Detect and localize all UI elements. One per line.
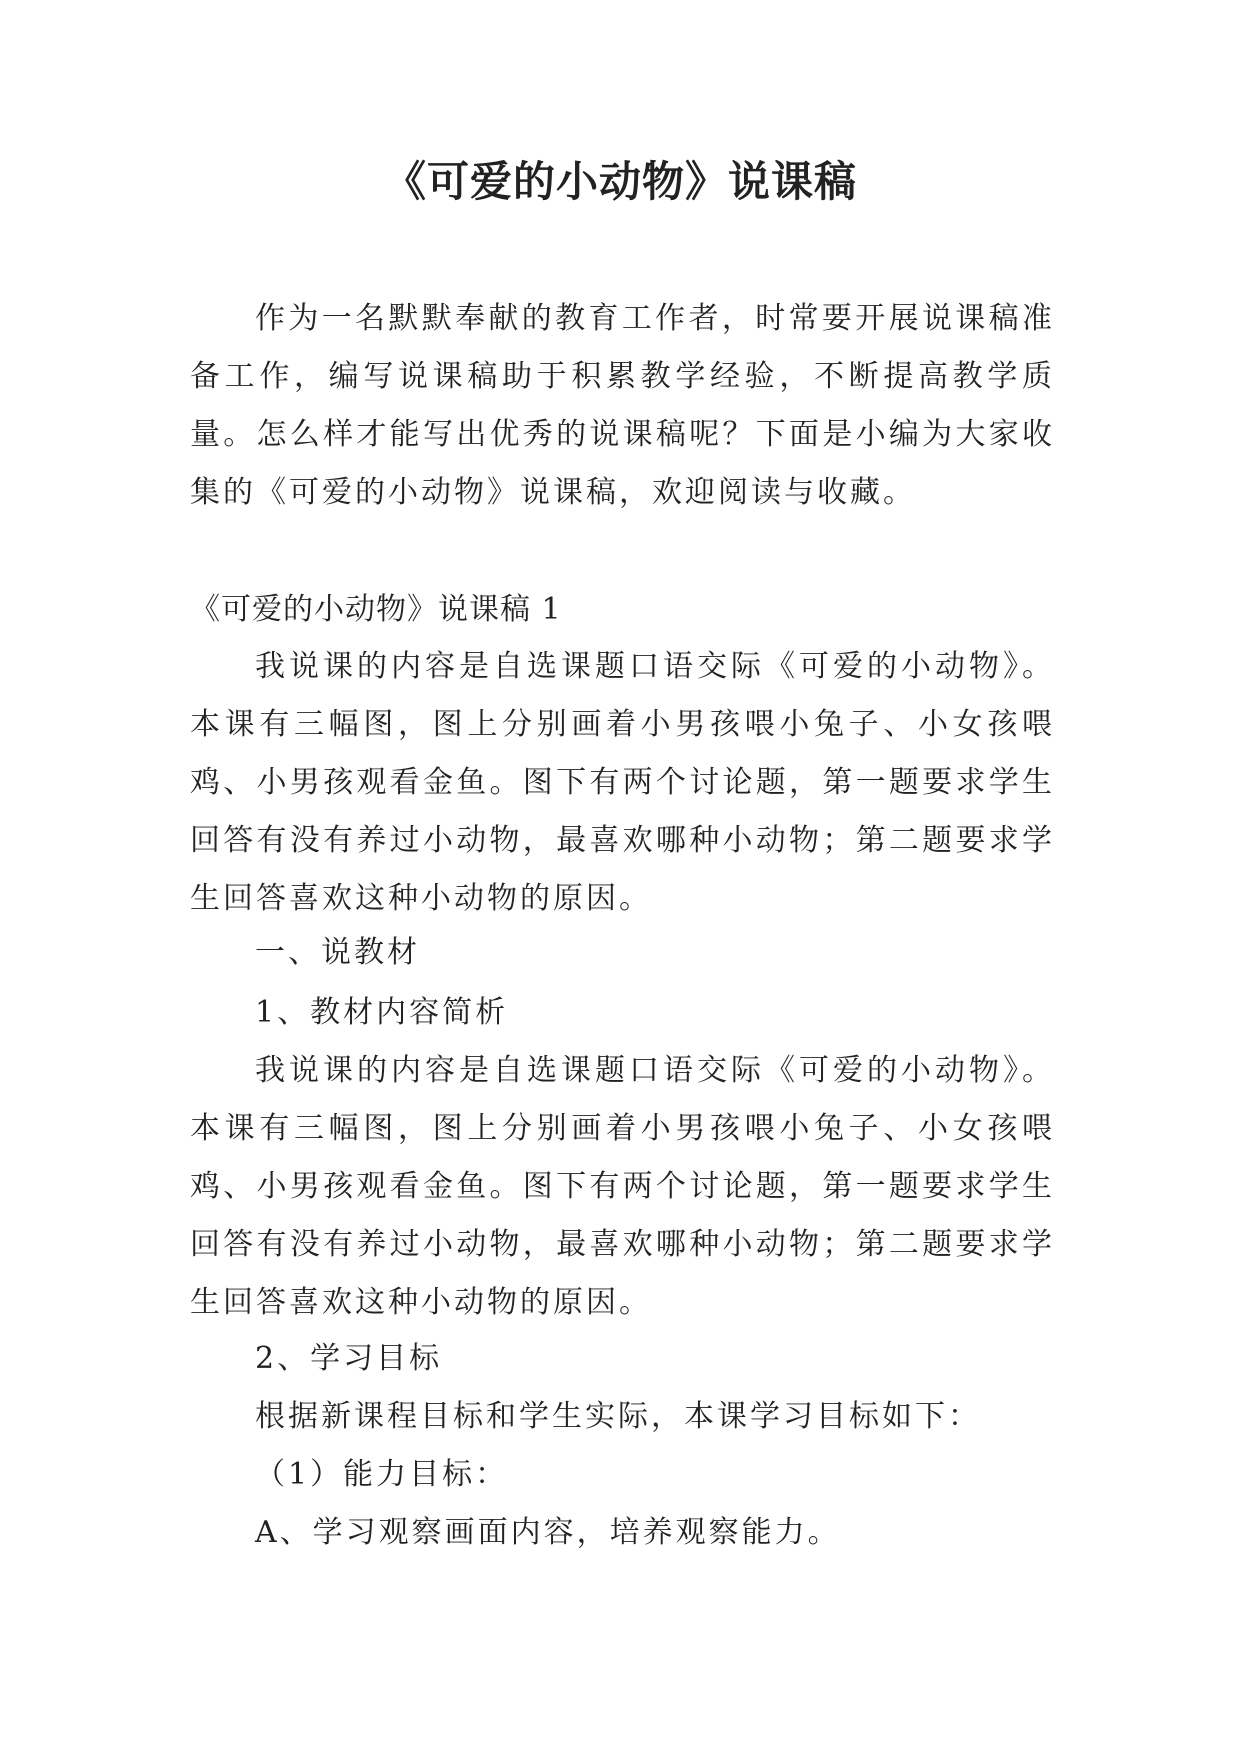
document-title: 《可爱的小动物》说课稿 bbox=[383, 157, 857, 206]
subtitle-1: 《可爱的小动物》说课稿 1 bbox=[190, 592, 562, 627]
content-paragraph: 我说课的内容是自选课题口语交际《可爱的小动物》。本课有三幅图，图上分别画着小男孩喂小兔子、小女孩喂鸡、小男孩观看金鱼。图下有两个讨论题，第一题要求学生回答有没有养过小动物，最喜欢哪种小动物；第二题要求学生回答喜欢这种小动物的原因。 bbox=[190, 1053, 1055, 1320]
intro-paragraph: 作为一名默默奉献的教育工作者，时常要开展说课稿准备工作，编写说课稿助于积累教学经验，不断提高教学质量。怎么样才能写出优秀的说课稿呢？下面是小编为大家收集的《可爱的小动物》说课稿，欢迎阅读与收藏。 bbox=[190, 301, 1055, 510]
section-heading-1-1: 1、教材内容简析 bbox=[255, 995, 509, 1030]
goal-intro-paragraph: 根据新课程目标和学生实际，本课学习目标如下： bbox=[255, 1399, 981, 1434]
lesson-paragraph: 我说课的内容是自选课题口语交际《可爱的小动物》。本课有三幅图，图上分别画着小男孩喂小兔子、小女孩喂鸡、小男孩观看金鱼。图下有两个讨论题，第一题要求学生回答有没有养过小动物，最喜欢哪种小动物；第二题要求学生回答喜欢这种小动物的原因。 bbox=[190, 649, 1055, 916]
ability-goal-heading: （1）能力目标： bbox=[255, 1457, 509, 1492]
goal-item-a: A、学习观察画面内容，培养观察能力。 bbox=[255, 1515, 841, 1550]
section-heading-1: 一、说教材 bbox=[255, 935, 420, 970]
section-heading-1-2: 2、学习目标 bbox=[255, 1341, 443, 1376]
